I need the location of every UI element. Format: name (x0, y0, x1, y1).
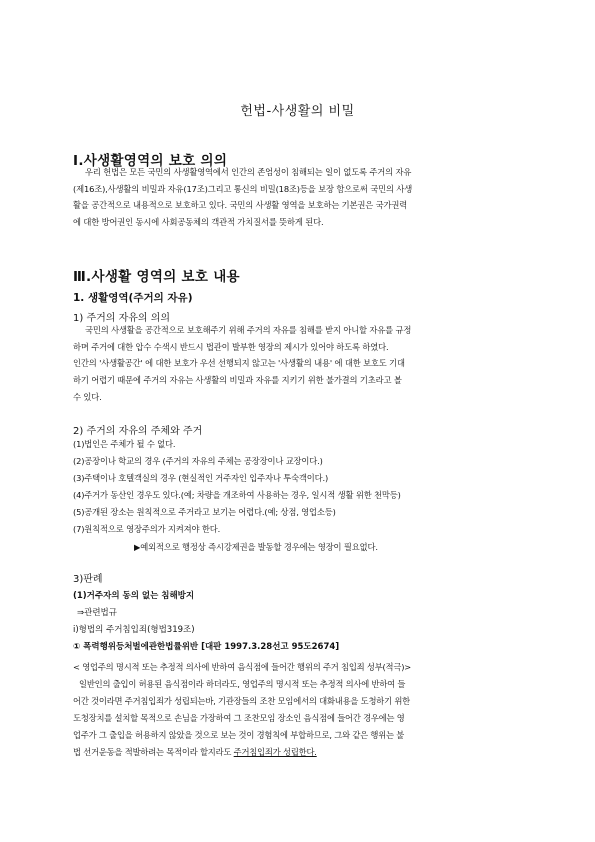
case-line: 업주가 그 출입을 허용하지 않았을 것으로 보는 것이 경험칙에 부합하므로, 그와 같은 행위는 불 (73, 730, 405, 740)
list-item: (5)공개된 장소는 원칙적으로 주거라고 보기는 어렵다.(예; 상점, 영업소등) (73, 507, 336, 517)
section1-heading: Ⅰ.사생활영역의 보호 의의 (73, 153, 228, 169)
paragraph-line: 국민의 사생활을 공간적으로 보호해주기 위해 주거의 자유를 침해를 받지 아니할 자유를 규정 (85, 325, 412, 335)
residence-subject-heading: 2) 주거의 자유의 주체와 주거 (73, 426, 203, 437)
residence-subject-list (73, 436, 533, 538)
consent-heading: (1)거주자의 동의 없는 침해방지 (73, 591, 195, 601)
case-line: 도청장치를 설치할 목적으로 손님을 가장하여 그 조찬모임 장소인 음식점에 들어간 경우에는 영 (73, 713, 405, 723)
precedent-heading: 3)판례 (73, 574, 103, 585)
case-title (73, 640, 339, 652)
criminal-law-label: ⅰ)형법의 주거침입죄(형법319조) (73, 625, 195, 635)
case-title-text: ① 폭력행위등처벌에관한법률위반 (73, 642, 202, 652)
document-title: 헌법-사생활의 비밀 (240, 104, 355, 119)
paragraph-line: 인간의 '사생활공간' 에 대한 보호가 우선 선행되지 않고는 '사생활의 내용' 에 대한 보호도 기대 (73, 358, 405, 369)
list-item: (2)공장이나 학교의 경우 (주거의 자유의 주체는 공장장이나 교장이다.) (73, 456, 323, 466)
residence-meaning-heading: 1) 주거의 자유의 의의 (73, 313, 171, 324)
list-item: (1)법인은 주체가 될 수 없다. (73, 439, 176, 449)
section1-paragraph (73, 164, 528, 231)
list-item: (4)주거가 동산인 경우도 있다.(예; 차량을 개조하여 사용하는 경우, 일시적 생활 위한 천막등) (73, 490, 401, 500)
exception-note: ▶예외적으로 행정상 즉시강제권을 발동할 경우에는 영장이 필요없다. (134, 542, 378, 552)
section3-heading: Ⅲ.사생활 영역의 보호 내용 (73, 269, 240, 285)
case-text (73, 659, 528, 761)
section1-line: 에 대한 방어권인 동시에 사회공동체의 객관적 가치질서를 뜻하게 된다. (73, 217, 324, 228)
list-item: (3)주택이나 호텔객실의 경우 (현실적인 거주자인 입주자나 투숙객이다.) (73, 473, 329, 483)
case-line: 일반인의 출입이 허용된 음식점이라 하더라도, 영업주의 명시적 또는 추정적 의사에 반하여 들 (79, 679, 406, 689)
section1-line: (제16조),사생활의 비밀과 자유(17조)그리고 통신의 비밀(18조)등을 보장 함으로써 국민의 사생 (73, 183, 413, 194)
case-conclusion: 주거침입죄가 성립한다. (233, 747, 317, 757)
list-item: (7)원칙적으로 영장주의가 지켜져야 한다. (73, 524, 221, 534)
related-law-label: ⇒관련법규 (77, 608, 117, 618)
paragraph-line: 수 있다. (73, 391, 102, 402)
subsection-residence-heading: 1. 생활영역(주거의 자유) (73, 292, 193, 304)
case-line: < 영업주의 명시적 또는 추정적 의사에 반하여 음식점에 들어간 행위의 주거 침입죄 성부(적극)> (73, 662, 411, 672)
paragraph-line: 하기 어렵기 때문에 주거의 자유는 사생활의 비밀과 자유를 지키기 위한 불가결의 기초라고 볼 (73, 375, 402, 386)
section1-line: 우리 헌법은 모든 국민의 사생활영역에서 인간의 존엄성이 침해되는 일이 없도록 주거의 자유 (85, 167, 412, 177)
paragraph-line: 하며 주거에 대한 압수 수색시 반드시 법관이 발부한 영장의 제시가 있어야 하도록 하였다. (73, 341, 389, 352)
section1-line: 활을 공간적으로 내용적으로 보호하고 있다. 국민의 사생활 영역을 보호하는 기본권은 국가권력 (73, 200, 408, 211)
residence-meaning-paragraph (73, 322, 528, 406)
case-line: 어간 것이라면 주거침입죄가 성립되는바, 기관장들의 조찬 모임에서의 대화내용을 도청하기 위한 (73, 696, 410, 706)
case-line: 법 선거운동을 적발하려는 목적이라 할지라도 주거침입죄가 성립한다. (73, 747, 317, 757)
case-reference: [대판 1997.3.28선고 95도2674] (201, 642, 340, 652)
